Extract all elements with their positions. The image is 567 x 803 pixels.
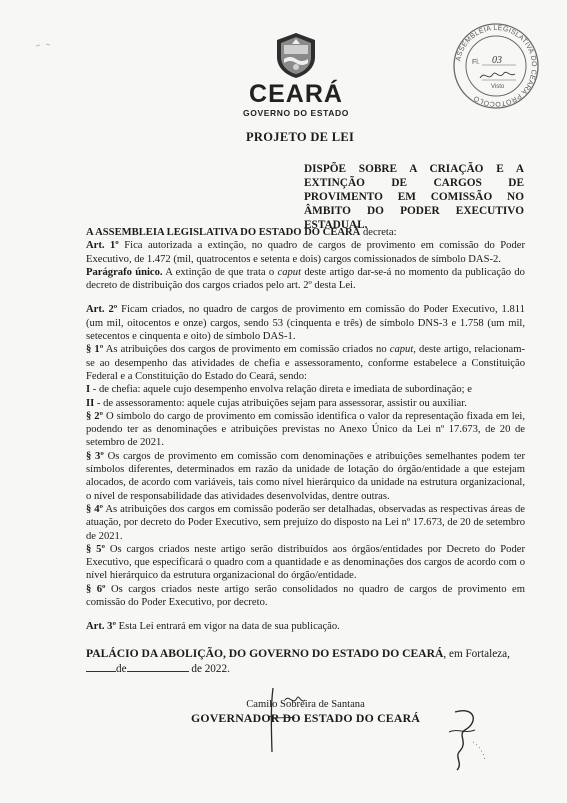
paragraph-text: As atribuições dos cargos de provimento em comissão criados no bbox=[103, 344, 390, 356]
paragraph-label: § 3º bbox=[86, 450, 104, 462]
rubric-signature-icon bbox=[435, 702, 495, 772]
article-text: Esta Lei entrará em vigor na data de sua publicação. bbox=[115, 621, 340, 633]
paragraph-label: § 2º bbox=[86, 410, 104, 422]
handwritten-signature-icon bbox=[255, 680, 345, 760]
stamp-ring-text: ASSEMBLEIA LEGISLATIVA DO CEARÁ PROTOCOLO bbox=[455, 24, 538, 108]
date-year: de 2022. bbox=[191, 662, 230, 675]
closing-line bbox=[86, 647, 525, 661]
preamble-decreta: decreta: bbox=[360, 227, 397, 238]
item-text: - de chefia: aquele cujo desempenho envolva relação direta e imediata de subordinação; e bbox=[90, 384, 472, 396]
paragraph-label: § 1º bbox=[86, 344, 104, 356]
article-2-item-i bbox=[86, 383, 525, 396]
paragraph-text: deste artigo dar-se-á no momento da publicação do decreto de distribuição dos cargos criados pelo art. 2º desta Lei. bbox=[86, 266, 525, 292]
article-2-paragraph-1 bbox=[86, 343, 525, 383]
article-1-paragraph-unico bbox=[86, 266, 525, 293]
item-label: II bbox=[86, 397, 95, 409]
stamp-visto: Visto bbox=[491, 84, 505, 90]
preamble bbox=[86, 226, 525, 239]
closing-palace: PALÁCIO DA ABOLIÇÃO, DO GOVERNO DO ESTADO DO CEARÁ bbox=[86, 646, 444, 660]
date-de: de bbox=[116, 662, 127, 675]
document-title: PROJETO DE LEI bbox=[246, 130, 355, 144]
scan-mark-icon bbox=[34, 40, 54, 50]
item-text: - de assessoramento: aquele cujas atribuições sejam para assessorar, assistir ou auxiliar. bbox=[94, 397, 467, 409]
article-2-paragraph-3 bbox=[86, 450, 525, 503]
paragraph-text: Os cargos criados neste artigo serão distribuídos aos órgãos/entidades por Decreto do Poder Executivo, que especificará o quadro com a quantidade e as denominações dos cargos de acordo com o nível hierárquico da estrutura organizacional do órgão/entidade. bbox=[86, 543, 525, 582]
header-logo bbox=[231, 31, 361, 118]
article-2-item-ii bbox=[86, 397, 525, 410]
signer-role: GOVERNADOR DO ESTADO DO CEARÁ bbox=[190, 710, 421, 725]
article-2 bbox=[86, 303, 525, 343]
date-month-blank bbox=[127, 661, 189, 672]
paragraph-label: § 5º bbox=[86, 543, 105, 555]
paragraph-text: As atribuições dos cargos em comissão poderão ser detalhadas, observadas as respectivas áreas de atuação, por decreto do Poder Executivo, sem prejuízo do disposto na Lei nº 17.673, de 20 de setembro de 2021. bbox=[86, 503, 525, 542]
document-ementa: DISPÕE SOBRE A CRIAÇÃO E A EXTINÇÃO DE CARGOS DE PROVIMENTO EM COMISSÃO NO ÂMBITO DO PODER EXECUTIVO ESTADUAL. bbox=[304, 163, 524, 231]
article-3 bbox=[86, 620, 525, 633]
document-body bbox=[86, 226, 525, 725]
preamble-assembly: A ASSEMBLEIA LEGISLATIVA DO ESTADO DO CEARÁ bbox=[86, 227, 361, 238]
brand-subtitle: GOVERNO DO ESTADO bbox=[243, 108, 349, 118]
paragraph-label: § 6º bbox=[86, 583, 106, 595]
date-day-blank bbox=[86, 661, 116, 672]
article-2-paragraph-4 bbox=[86, 503, 525, 543]
article-2-paragraph-5 bbox=[86, 543, 525, 583]
paragraph-text: O símbolo do cargo de provimento em comissão identifica o valor da representação fixada em lei, podendo ter as denominações e atribuições previstas no Anexo Único da Lei nº 17.673, de 20 de setembro de 2021. bbox=[86, 410, 525, 449]
paragraph-text: Os cargos de provimento em comissão com denominações e atribuições semelhantes podem ter símbolos diferentes, determinados em razão da unidade de lotação do órgão/entidade a que estejam alocados, de acordo com variáveis, tais como nível hierárquico da unidade na estrutura organizacional, o nível de responsabilidade das atividades desenvolvidas, dentre outras. bbox=[86, 450, 525, 502]
paragraph-label: § 4º bbox=[86, 503, 104, 515]
item-label: I bbox=[86, 384, 91, 396]
signer-name: Camilo Sobreira de Santana bbox=[246, 699, 365, 711]
caput-term: caput bbox=[277, 266, 302, 278]
paragraph-label: Parágrafo único. bbox=[86, 266, 163, 278]
article-label: Art. 3º bbox=[86, 621, 116, 633]
svg-text:ASSEMBLEIA LEGISLATIVA DO CEAR bbox=[455, 25, 537, 107]
brand-name: CEARÁ bbox=[249, 80, 343, 108]
article-label: Art. 1º bbox=[86, 240, 119, 252]
article-text: Fica autorizada a extinção, no quadro de cargos de provimento em comissão do Poder Executivo, de 1.472 (mil, quatrocentos e setenta e dois) cargos comissionados de símbolo DAS-2. bbox=[86, 240, 525, 265]
paragraph-text: A extinção de que trata o bbox=[162, 266, 278, 278]
article-2-paragraph-2 bbox=[86, 410, 525, 450]
stamp-fl-number: 03 bbox=[492, 55, 502, 66]
closing-city: , em Fortaleza, bbox=[443, 647, 510, 660]
caput-term: caput, bbox=[389, 344, 416, 356]
assembleia-protocol-stamp-icon bbox=[452, 22, 540, 110]
article-label: Art. 2º bbox=[86, 304, 118, 316]
ceara-coat-of-arms-icon bbox=[273, 31, 319, 79]
article-2-paragraph-6 bbox=[86, 583, 525, 610]
article-text: Ficam criados, no quadro de cargos de provimento em comissão do Poder Executivo, 1.811 (um mil, oitocentos e onze) cargos, sendo 53 (cinquenta e três) de símbolo DNS-3 e 1.758 (um mil, setecentos e cinquenta e oito) de símbolo DAS-1. bbox=[86, 304, 525, 343]
date-line bbox=[86, 661, 525, 676]
paragraph-text: Os cargos criados neste artigo serão consolidados no quadro de cargos de provimento em comissão do Poder Executivo, por decreto. bbox=[86, 583, 525, 609]
stamp-fl-label: Fl. bbox=[472, 59, 480, 66]
paragraph-text: deste artigo, relacionam-se ao desempenho das atividades de chefia e assessoramento, conforme estabelece a Constituição Federal e a Constituição do Estado do Ceará, sendo: bbox=[86, 344, 525, 382]
article-1 bbox=[86, 239, 525, 266]
